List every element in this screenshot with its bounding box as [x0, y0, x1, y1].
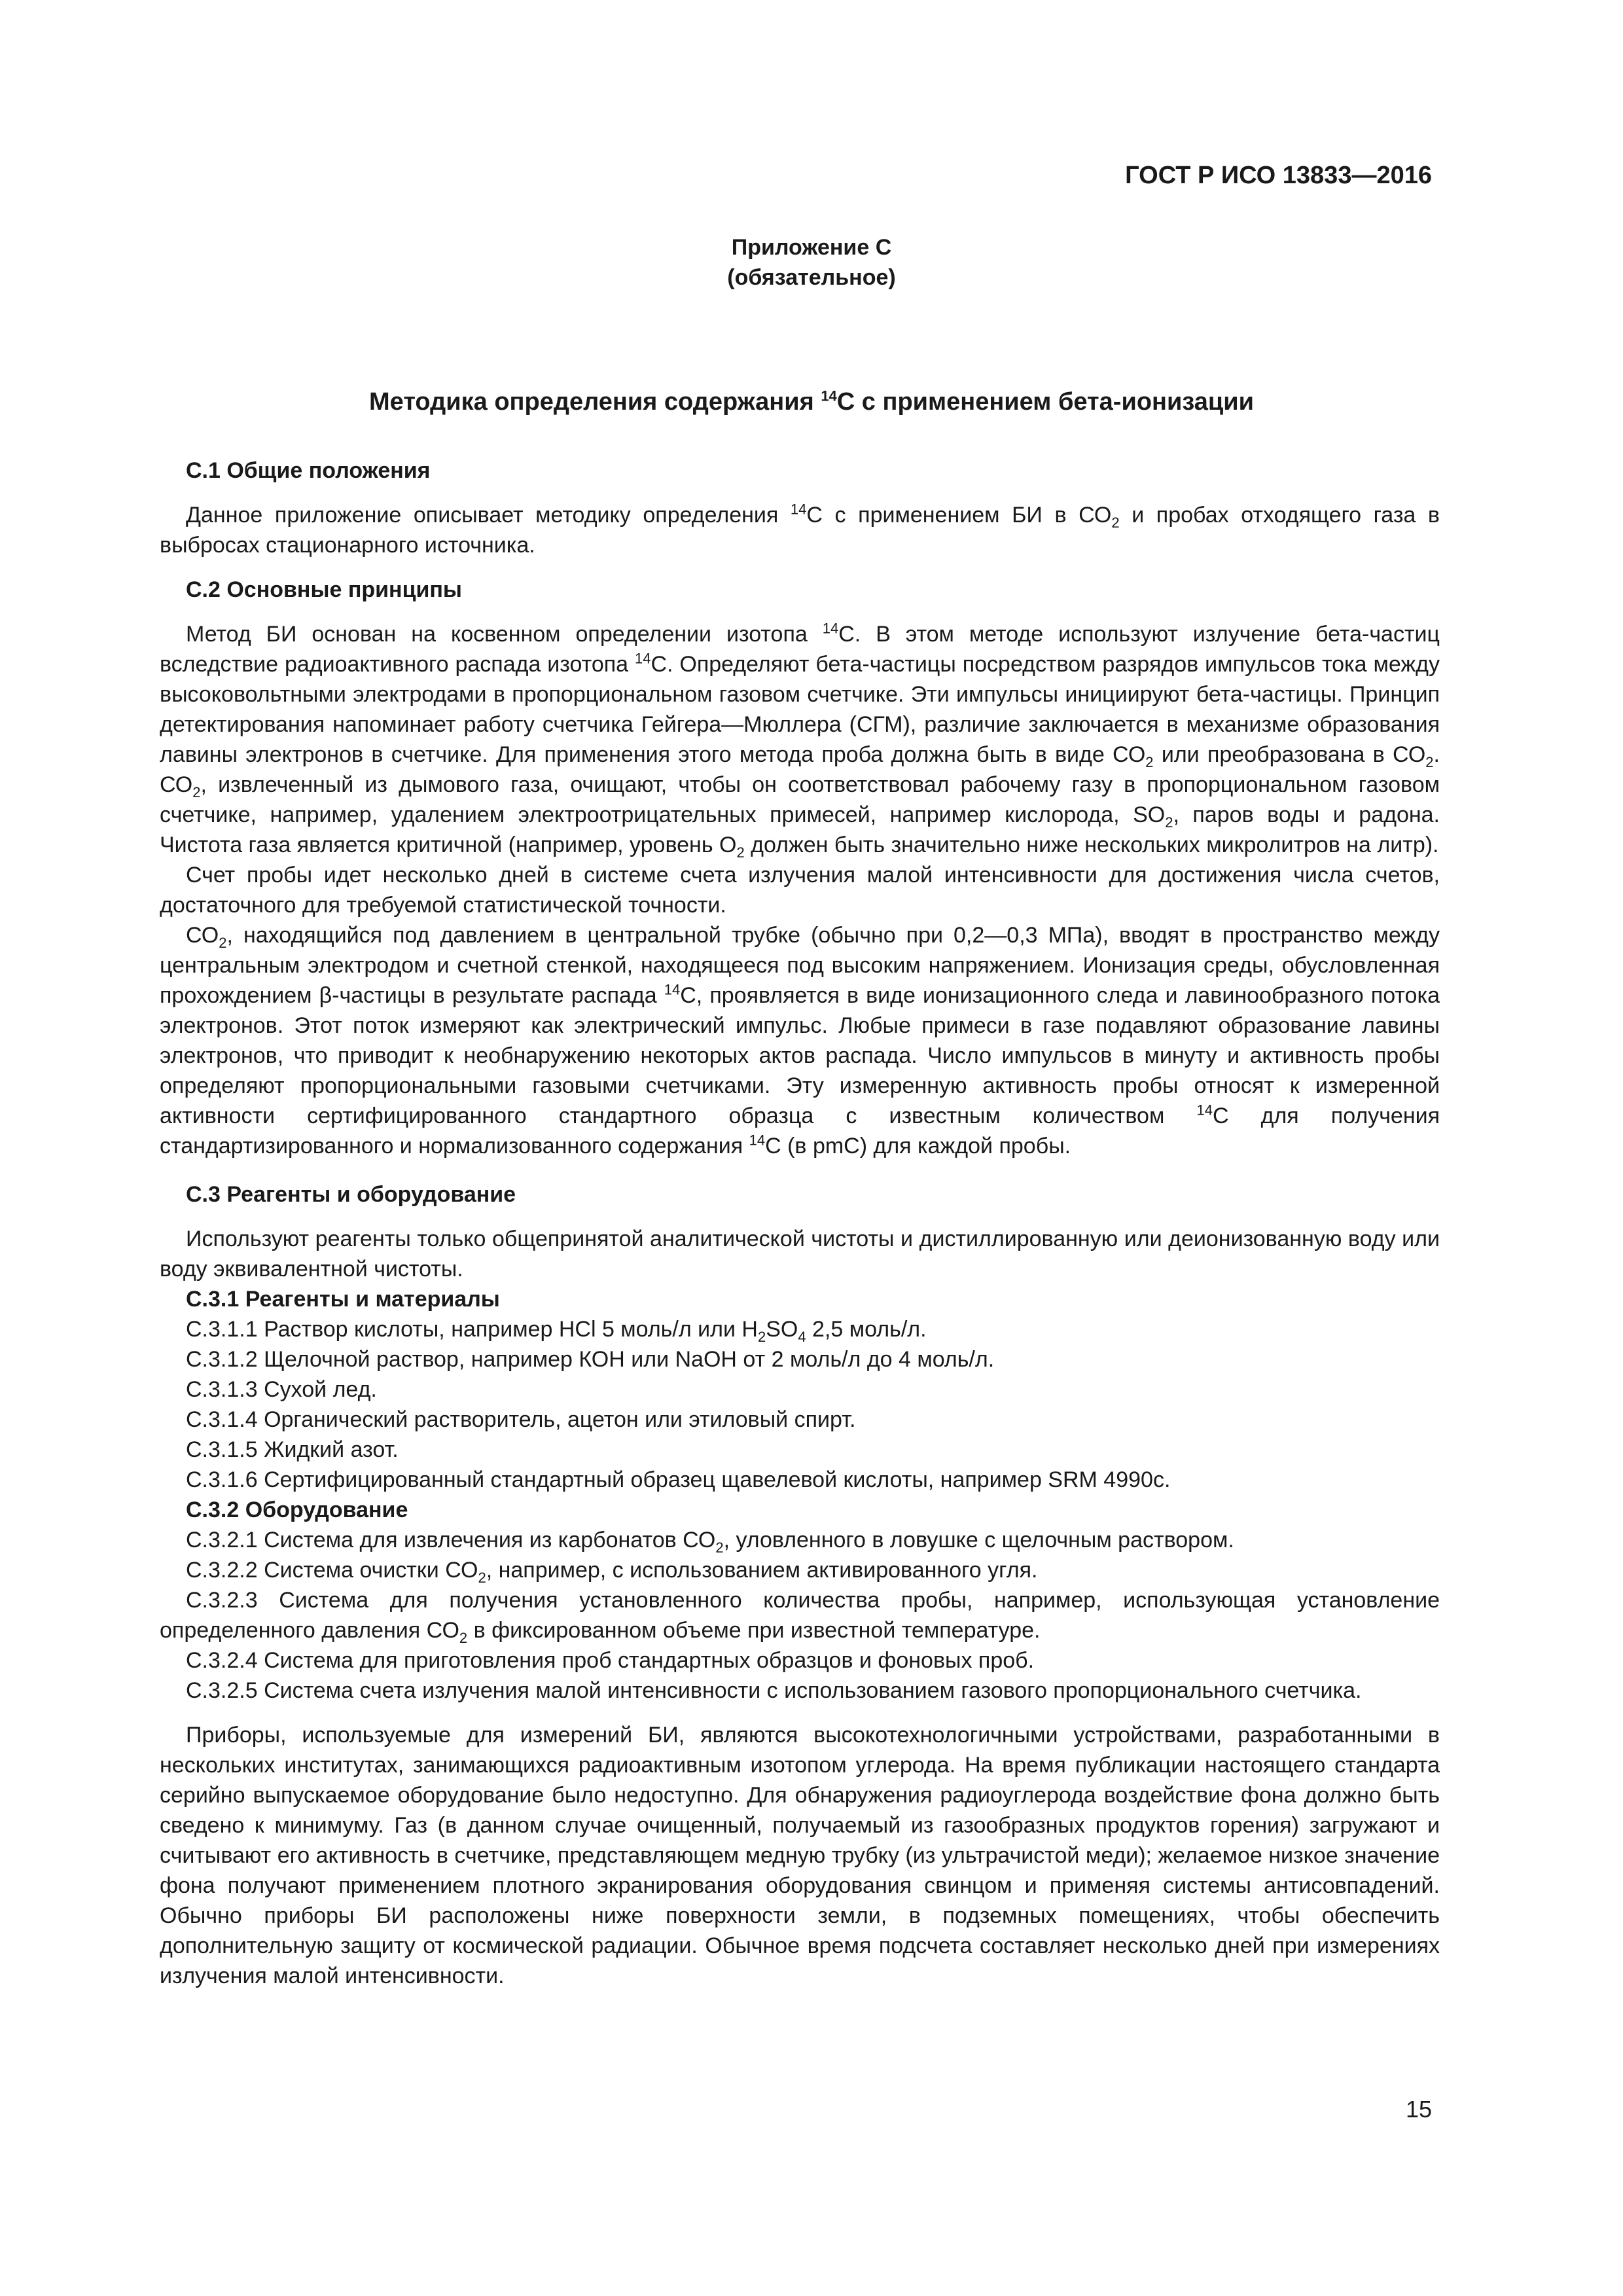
paragraph-c2-2: Счет пробы идет несколько дней в системе счета излучения малой интенсивности для достижения числа счетов, достаточного для требуемой статистической точности. [160, 863, 1440, 918]
document-code: ГОСТ Р ИСО 13833—2016 [1125, 162, 1432, 189]
list-item-c311: С.3.1.1 Раствор кислоты, например НСl 5 моль/л или $H_2SO_4$ 2,5 моль/л. [186, 1317, 927, 1345]
list-item-c313: С.3.1.3 Сухой лед. [186, 1377, 377, 1402]
paragraph-c3-2: Приборы, используемые для измерений БИ, являются высокотехнологичными устройствами, разработанными в нескольких институтах, занимающихся радиоактивным изотопом углерода. На время публикации настоящего стандарта серийно выпускаемое оборудование было недоступно. Для обнаружения радиоуглерода воздействие фона должно быть сведено к минимуму. Газ (в данном случае очищенный, получаемый из газообразных продуктов горения) загружают и считывают его активность в счетчике, представляющем медную трубку (из ультрачистой меди); желаемое низкое значение фона получают применением плотного экранирования оборудования свинцом и применяя системы антисовпадений. Обычно приборы БИ расположены ниже поверхности земли, в подземных помещениях, чтобы обеспечить дополнительную защиту от космической радиации. Обычное время подсчета составляет несколько дней при измерениях излучения малой интенсивности. [160, 1723, 1440, 1988]
list-item-c316: С.3.1.6 Сертифицированный стандартный образец щавелевой кислоты, например SRM 4990c. [186, 1467, 1171, 1492]
subsection-heading-c32: С.3.2 Оборудование [186, 1498, 408, 1522]
annex-label [0, 232, 1623, 293]
document-body [160, 456, 1440, 1991]
section-heading-c2: С.2 Основные принципы [186, 577, 462, 602]
list-item-c325: С.3.2.5 Система счета излучения малой интенсивности с использованием газового пропорционального счетчика. [186, 1678, 1362, 1703]
paragraph-c1-1: Данное приложение описывает методику определения $^{14}$С с применением БИ в $СО_2$ и пробах отходящего газа в выбросах стационарного источника. [160, 501, 1440, 558]
list-item-c322: С.3.2.2 Система очистки $СО_2$, например, с использованием активированного угля. [186, 1558, 1038, 1586]
paragraph-c2-1: Метод БИ основан на косвенном определении изотопа $^{14}$С. В этом методе используют излучение бета-частиц вследствие радиоактивного распада изотопа $^{14}$С. Определяют бета-частицы посредством разрядов импульсов тока между высоковольтными электродами в пропорциональном газовом счетчике. Эти импульсы инициируют бета-частицы. Принцип детектирования напоминает работу счетчика Гейгера—Мюллера (СГМ), различие заключается в механизме образования лавины электронов в счетчике. Для применения этого метода проба должна быть в виде $СО_2$ или преобразована в $СО_2$. $СО_2$, извлеченный из дымового газа, очищают, чтобы он соответствовал рабочему газу в пропорциональном газовом счетчике, например, удалением электроотрицательных примесей, например кислорода, $SO_2$, паров воды и радона. Чистота газа является критичной (например, уровень $О_2$ должен быть значительно ниже нескольких микролитров на литр). [160, 620, 1440, 861]
section-heading-c1: С.1 Общие положения [186, 458, 431, 483]
subsection-heading-c31: С.3.1 Реагенты и материалы [186, 1287, 500, 1312]
list-item-c315: С.3.1.5 Жидкий азот. [186, 1437, 399, 1462]
list-item-c323: С.3.2.3 Система для получения установленного количества пробы, например, использующая установление определенного давления $СО_2$ в фиксированном объеме при известной температуре. [160, 1588, 1440, 1646]
section-heading-c3: С.3 Реагенты и оборудование [186, 1182, 516, 1207]
page-number: 15 [1405, 2096, 1432, 2123]
list-item-c324: С.3.2.4 Система для приготовления проб стандартных образцов и фоновых проб. [186, 1648, 1035, 1673]
annex-status: (обязательное) [727, 265, 896, 290]
paragraph-c2-3: $СО_2$, находящийся под давлением в центральной трубке (обычно при 0,2—0,3 МПа), вводят в пространство между центральным электродом и счетной стенкой, находящееся под высоким напряжением. Ионизация среды, обусловленная прохождением β-частицы в результате распада $^{14}$С, проявляется в виде ионизационного следа и лавинообразного потока электронов. Этот поток измеряют как электрический импульс. Любые примеси в газе подавляют образование лавины электронов, что приводит к необнаружению некоторых актов распада. Число импульсов в минуту и активность пробы определяют пропорциональными газовыми счетчиками. Эту измеренную активность пробы относят к измеренной активности сертифицированного стандартного образца с известным количеством $^{14}$С для получения стандартизированного и нормализованного содержания $^{14}$С (в pmC) для каждой пробы. [160, 923, 1440, 1158]
paragraph-c3-1: Используют реагенты только общепринятой аналитической чистоты и дистиллированную или деионизованную воду или воду эквивалентной чистоты. [160, 1227, 1440, 1282]
annex-main-title: Методика определения содержания $^{14}$С с применением бета-ионизации [369, 387, 1254, 416]
list-item-c312: С.3.1.2 Щелочной раствор, например КОН или NaOH от 2 моль/л до 4 моль/л. [186, 1347, 995, 1372]
annex-title: Приложение С [731, 235, 892, 260]
list-item-c314: С.3.1.4 Органический растворитель, ацетон или этиловый спирт. [186, 1407, 856, 1432]
list-item-c321: С.3.2.1 Система для извлечения из карбонатов $СО_2$, уловленного в ловушке с щелочным раствором. [186, 1528, 1234, 1556]
